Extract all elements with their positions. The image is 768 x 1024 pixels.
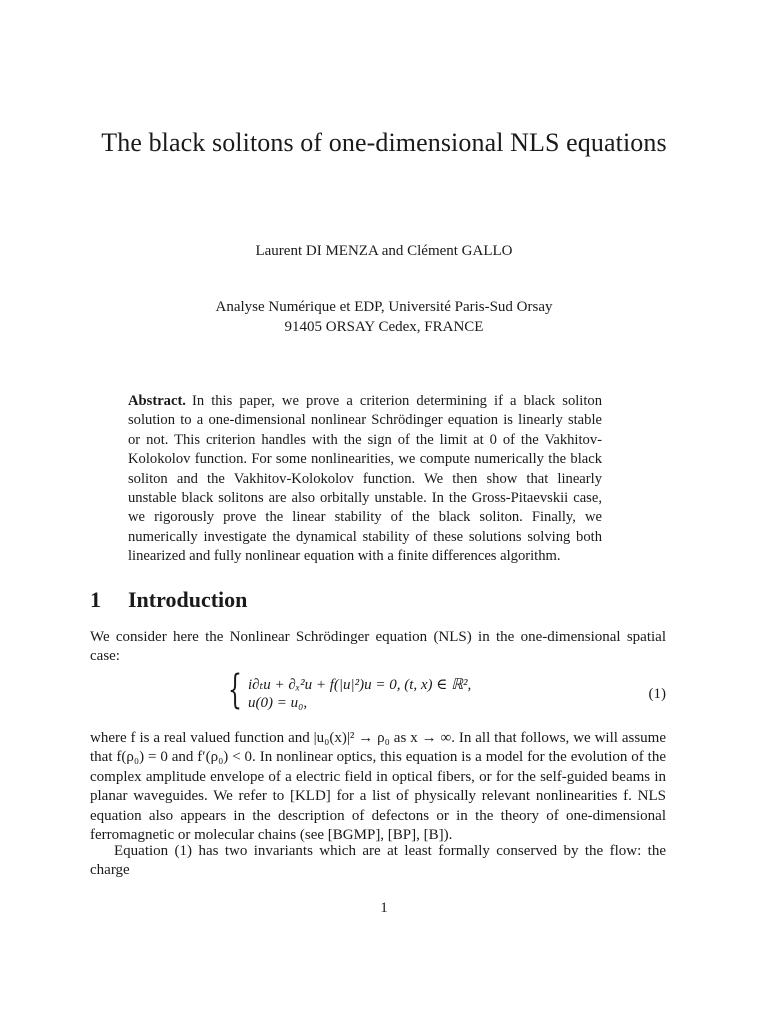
equation-line-2: u(0) = u₀,	[248, 695, 308, 711]
equation-tag: (1)	[648, 686, 666, 702]
affiliation-line-2: 91405 ORSAY Cedex, FRANCE	[284, 319, 484, 335]
equation-brace: {	[228, 667, 242, 713]
section-number: 1	[90, 587, 101, 612]
author-list: Laurent DI MENZA and Clément GALLO	[255, 243, 513, 259]
abstract-label: Abstract.	[128, 393, 186, 409]
abstract	[128, 392, 602, 567]
paragraph-assumptions: where f is a real valued function and |u₀(x)|² → ρ₀ as x → ∞. In all that follows, we will assume that f(ρ₀) = 0 and f′(ρ₀) < 0. In nonlinear optics, this equation is a model for the evolution of the complex amplitude envelope of a electric field in optical fibers, or for the self-guided beams in planar waveguides. We refer to [KLD] for a list of physically relevant nonlinearities f. NLS equation also appears in the description of defectons or in the theory of one-dimensional ferromagnetic or molecular chains (see [BGMP], [BP], [B]).	[90, 730, 666, 844]
affiliation	[0, 297, 768, 337]
paragraph-intro: We consider here the Nonlinear Schrödinger equation (NLS) in the one-dimensional spatial case:	[90, 629, 666, 665]
section-heading	[90, 587, 247, 613]
abstract-text: In this paper, we prove a criterion determining if a black soliton solution to a one-dimensional nonlinear Schrödinger equation is linearly stable or not. This criterion handles with the sign of the limit at 0 of the Vakhitov-Kolokolov function. For some nonlinearities, we compute numerically the black soliton and the Vakhitov-Kolokolov function. We then show that linearly unstable black solitons are also orbitally unstable. In the Gross-Pitaevskii case, we rigorously prove the linear stability of the black soliton. Finally, we numerically investigate the dynamical stability of these solutions solving both linearized and fully nonlinear equation with a finite differences algorithm.	[128, 393, 602, 565]
affiliation-line-1: Analyse Numérique et EDP, Université Paris-Sud Orsay	[215, 299, 553, 315]
section-title: Introduction	[128, 587, 248, 612]
paper-title: The black solitons of one-dimensional NLS equations	[101, 128, 667, 157]
equation-1	[228, 667, 668, 719]
equation-line-1: i∂ₜu + ∂ₓ²u + f(|u|²)u = 0, (t, x) ∈ ℝ²,	[248, 677, 472, 693]
paragraph-invariants: Equation (1) has two invariants which are at least formally conserved by the flow: the charge	[90, 843, 666, 879]
page-number: 1	[380, 900, 388, 916]
